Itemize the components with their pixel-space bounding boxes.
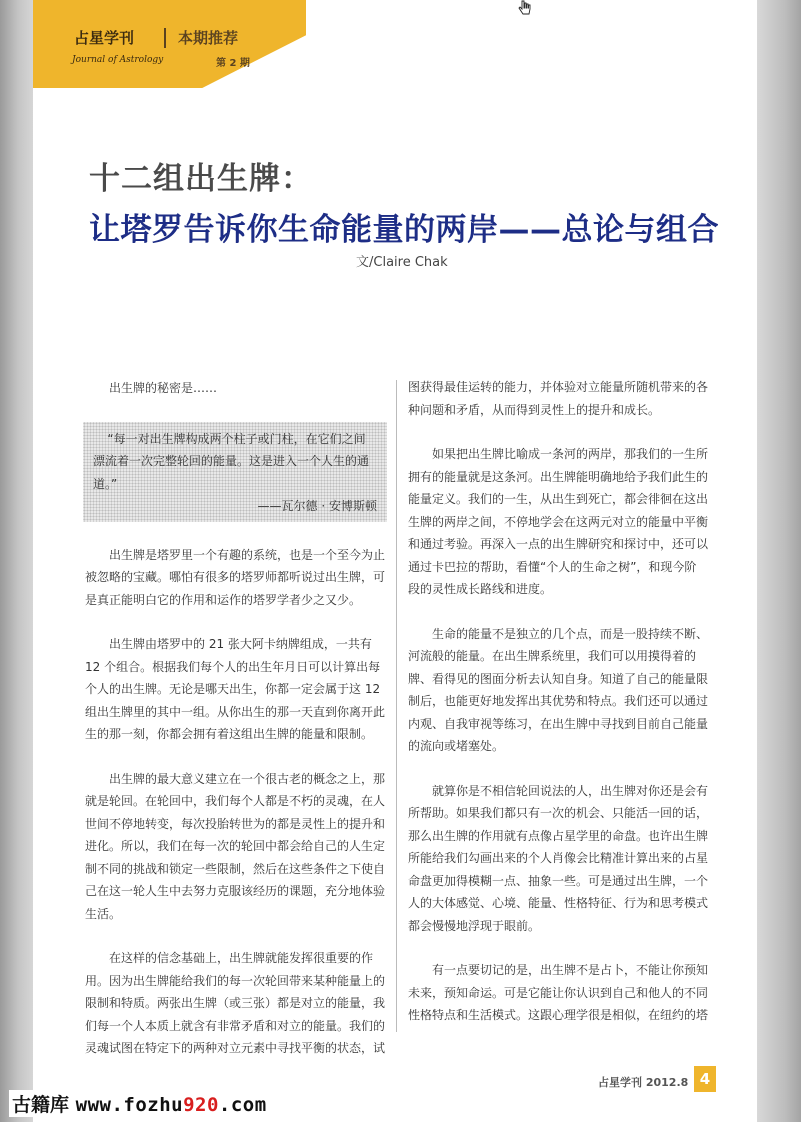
page-number: 4	[694, 1066, 716, 1092]
footer-magazine: 占星学刊 2012.8	[598, 1076, 689, 1089]
site-watermark	[9, 1090, 270, 1117]
paragraph: 如果把出生牌比喻成一条河的两岸，那我们的一生所拥有的能量就是这条河。出生牌能明确地给予我们此生的能量定义。我们的一生，从出生到死亡，都会徘徊在这出生牌的两岸之间，不停地学会在这两元对立的能量中平衡和通过考验。再深入一点的出生牌研究和探讨中，还可以通过卡巴拉的帮助，看懂“个人的生命之树”，和现今阶段的灵性成长路线和进度。	[408, 447, 709, 596]
section-name: 本期推荐	[178, 29, 239, 47]
paragraph: 生命的能量不是独立的几个点，而是一股持续不断、河流般的能量。在出生牌系统里，我们可以用摸得着的牌、看得见的图面分析去认知自身。知道了自己的能量限制后，也能更好地发挥出其优势和特点。我们还可以通过内观、自我审视等练习，在出生牌中寻找到目前自己能量的流向或堵塞处。	[408, 626, 709, 753]
article-byline: 文/Claire Chak	[356, 255, 448, 270]
quote-text: “每一对出生牌构成两个柱子或门柱，在它们之间漂流着一次完整轮回的能量。这是进入一个人生的通道。”	[93, 431, 370, 491]
paragraph: 出生牌的最大意义建立在一个很古老的概念之上，那就是轮回。在轮回中，我们每个人都是不朽的灵魂，在人世间不停地转变，每次投胎转世为的都是灵性上的提升和进化。所以，我们在每一次的轮回中都会给自己的人生定制不同的挑战和锁定一些限制，然后在这些条件之下使自己在这一轮人生中去努力克服该经历的课题，充分地体验生活。	[85, 771, 386, 921]
issue-number: 第 2 期	[216, 58, 250, 69]
intro-text: 出生牌的秘密是……	[109, 381, 218, 395]
left-column	[85, 377, 385, 1082]
paragraph: 出生牌由塔罗中的 21 张大阿卡纳牌组成，一共有 12 个组合。根据我们每个人的出生年月日可以计算出每个人的出生牌。无论是哪天出生，你都一定会属于这 12 组出生牌里的其中一组。从你出生的那一天直到你离开此生的那一刻，你都会拥有着这组出生牌的能量和限制。	[85, 637, 386, 741]
paragraph: 在这样的信念基础上，出生牌就能发挥很重要的作用。因为出生牌能给我们的每一次轮回带来某种能量上的限制和特质。两张出生牌（或三张）都是对立的能量，我们每一个人本质上就含有非常矛盾和对立的能量。我们的灵魂试图在特定下的两种对立元素中寻找平衡的状态，试	[85, 951, 386, 1055]
watermark-url-prefix: www.fozhu	[75, 1094, 184, 1116]
article-title-line1: 十二组出生牌：	[89, 161, 313, 197]
paragraph: 有一点要切记的是，出生牌不是占卜，不能让你预知未来，预知命运。可是它能让你认识到自己和他人的不同性格特点和生活模式。这跟心理学很是相似，在纽约的塔	[408, 963, 709, 1022]
article-title-line2: 让塔罗告诉你生命能量的两岸——总论与组合	[89, 212, 719, 248]
paragraph: 出生牌是塔罗里一个有趣的系统，也是一个至今为止被忽略的宝藏。哪怕有很多的塔罗师都听说过出生牌，可是真正能明白它的作用和运作的塔罗学者少之又少。	[85, 547, 386, 607]
watermark-site-name: 古籍库	[12, 1094, 70, 1116]
quote-author: ——瓦尔德 · 安博斯顿	[257, 499, 377, 513]
right-column	[408, 376, 708, 1049]
magazine-english-name: Journal of Astrology	[72, 55, 164, 65]
column-divider	[396, 380, 397, 1032]
hand-cursor-icon	[516, 0, 532, 16]
continuation-paragraph: 图获得最佳运转的能力，并体验对立能量所随机带来的各种问题和矛盾，从而得到灵性上的提升和成长。	[408, 380, 709, 417]
header-divider	[164, 28, 166, 48]
magazine-name: 占星学刊	[74, 29, 135, 47]
quote-box	[83, 422, 387, 522]
watermark-url-number: 920	[183, 1094, 219, 1116]
watermark-url-suffix: .com	[218, 1094, 267, 1116]
paragraph: 就算你是不相信轮回说法的人，出生牌对你还是会有所帮助。如果我们都只有一次的机会、只能活一回的话，那么出生牌的作用就有点像占星学里的命盘。也许出生牌所能给我们勾画出来的个人肖像会比精准计算出来的占星命盘更加得模糊一点、抽象一些。可是通过出生牌，一个人的大体感觉、心境、能量、性格特征、行为和思考模式都会慢慢地浮现于眼前。	[408, 783, 709, 933]
